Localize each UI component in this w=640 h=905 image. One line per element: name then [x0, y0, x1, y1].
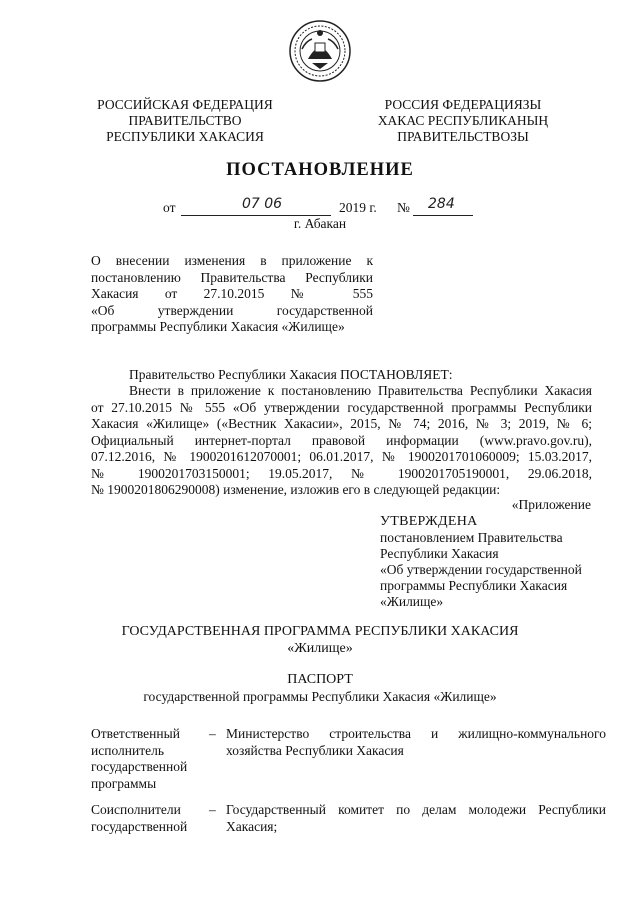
header-left-line: РОССИЙСКАЯ ФЕДЕРАЦИЯ [97, 97, 273, 112]
date-year: 2019 г. [339, 200, 377, 215]
resolution-paragraph: Правительство Республики Хакасия ПОСТАНОВЛЯЕТ: [129, 367, 453, 382]
program-subtitle: «Жилище» [287, 641, 353, 656]
passport-row-dash: – [209, 802, 216, 817]
passport-row-label [91, 802, 201, 835]
header-right-line: ХАКАС РЕСПУБЛИКАНЫҢ [377, 113, 549, 128]
passport-value-line: Государственный комитет по делам молодежи Республики [226, 802, 606, 817]
main-paragraph [91, 383, 592, 499]
approval-line: постановлением Правительства [380, 530, 563, 545]
header-left-line: ПРАВИТЕЛЬСТВО [128, 113, 242, 128]
main-paragraph-line: от 27.10.2015 № 555 «Об утверждении государственной программы Республики [91, 399, 592, 415]
main-paragraph-line: № 1900201703150001; 19.05.2017, № 1900201705190001, 29.06.2018, [91, 465, 592, 481]
subject-line: О внесении изменения в приложение к [91, 253, 373, 268]
passport-value-line: Министерство строительства и жилищно-коммунального [226, 726, 606, 741]
passport-label-line: программы [91, 775, 157, 791]
program-title: ГОСУДАРСТВЕННАЯ ПРОГРАММА РЕСПУБЛИКИ ХАКАСИЯ [121, 624, 519, 639]
header-right-line: ПРАВИТЕЛЬСТВОЗЫ [397, 129, 529, 144]
passport-row-dash: – [209, 726, 216, 741]
subject-line: программы Республики Хакасия «Жилище» [91, 319, 345, 334]
city-name: г. Абакан [293, 216, 347, 231]
header-left-line: РЕСПУБЛИКИ ХАКАСИЯ [106, 129, 264, 144]
approval-line: программы Республики Хакасия [380, 578, 568, 593]
date-prefix: от [163, 200, 176, 215]
appendix-label: «Приложение [511, 497, 591, 512]
passport-row-coexecutors [91, 802, 606, 838]
passport-row-value [226, 802, 606, 835]
header-right-block [358, 97, 568, 145]
approval-line: «Об утверждении государственной [380, 562, 582, 577]
passport-row-value [226, 726, 606, 759]
subject-line: постановлению Правительства Республики [91, 269, 373, 285]
number-handwritten: 284 [428, 196, 455, 212]
number-sign: № [397, 200, 410, 215]
main-paragraph-line: Официальный интернет-портал правовой информации (www.pravo.gov.ru), [91, 432, 592, 448]
coat-of-arms-emblem [288, 19, 352, 83]
passport-row-label [91, 726, 201, 792]
main-paragraph-line: Внести в приложение к постановлению Правительства Республики Хакасия [129, 383, 592, 398]
header-left-block [80, 97, 290, 145]
passport-value-line: хозяйства Республики Хакасия [226, 742, 404, 758]
date-handwritten: 07 06 [242, 196, 283, 212]
passport-label-line: государственной [91, 818, 188, 834]
document-title: ПОСТАНОВЛЕНИЕ [226, 160, 414, 180]
passport-title: ПАСПОРТ [287, 672, 353, 687]
passport-row-responsible [91, 726, 606, 796]
main-paragraph-line: № 1900201806290008) изменение, изложив его в следующей редакции: [91, 482, 501, 497]
header-right-line: РОССИЯ ФЕДЕРАЦИЯЗЫ [384, 97, 542, 112]
approval-line: Республики Хакасия [380, 546, 499, 561]
approval-line: «Жилище» [380, 594, 444, 609]
passport-subtitle: государственной программы Республики Хакасия «Жилище» [143, 689, 497, 704]
approval-block [380, 514, 610, 610]
subject-block [91, 253, 373, 336]
main-paragraph-line: Хакасия «Жилище» («Вестник Хакасии», 2015, № 74; 2016, № 3; 2019, № 6; [91, 416, 592, 431]
passport-label-line: Соисполнители [91, 802, 181, 817]
approval-heading: УТВЕРЖДЕНА [380, 514, 478, 529]
passport-label-line: исполнитель [91, 742, 164, 758]
passport-label-line: государственной [91, 759, 188, 774]
subject-line: «Об утверждении государственной [91, 302, 373, 318]
main-paragraph-line: 07.12.2016, № 1900201612070001; 06.01.2017, № 1900201701060009; 15.03.2017, [91, 449, 592, 464]
passport-value-line: Хакасия; [226, 818, 278, 834]
passport-label-line: Ответственный [91, 726, 180, 741]
subject-line: Хакасия от 27.10.2015 № 555 [91, 286, 373, 301]
